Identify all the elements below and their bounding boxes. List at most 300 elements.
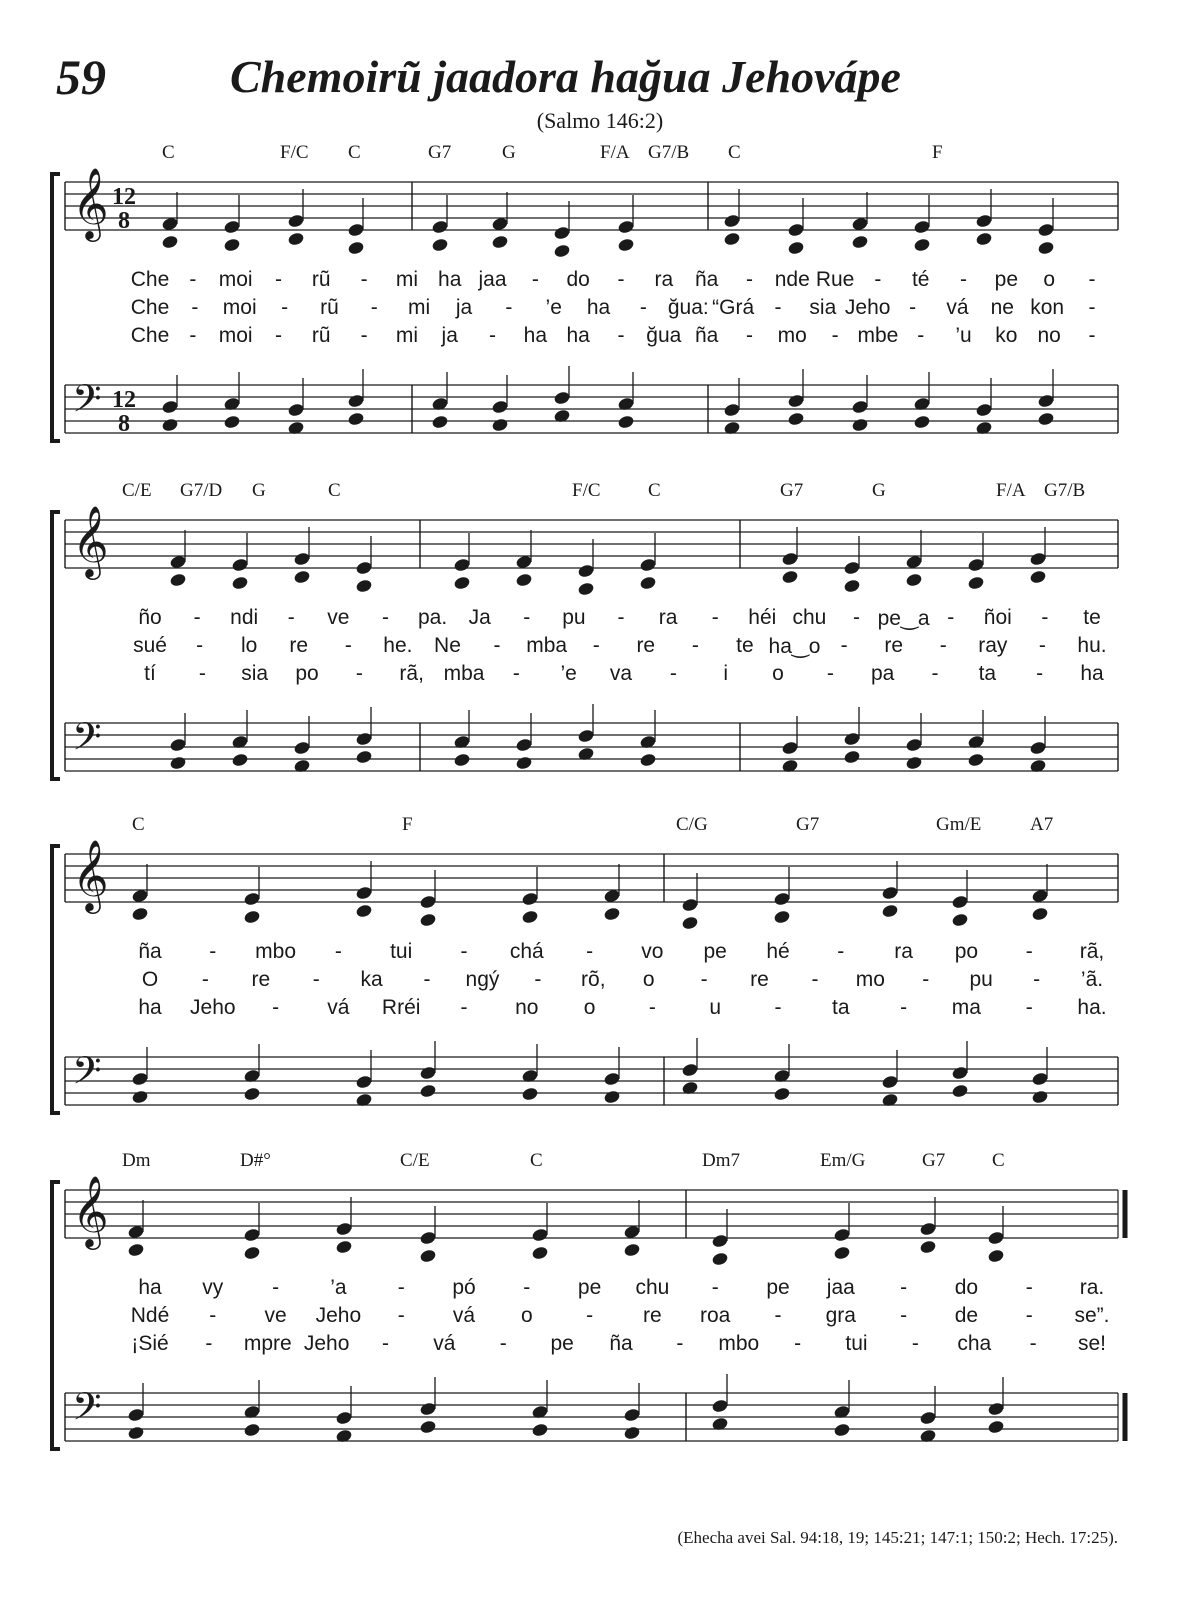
chord-symbol: F/A (600, 142, 630, 163)
lyric-verse-2 (0, 968, 1200, 996)
lyric-syllable: re (289, 634, 309, 657)
lyric-syllable: Ja (468, 606, 491, 629)
time-signature-top: 12 (112, 387, 136, 413)
lyric-syllable: ña (138, 940, 162, 963)
bass-clef-icon: 𝄢 (72, 1384, 102, 1438)
bass-note (243, 1422, 261, 1437)
lyric-syllable: ra (658, 606, 678, 629)
lyric-syllable: pe (703, 940, 727, 963)
lyric-syllable: ha‿o (768, 635, 821, 658)
melody-note (951, 912, 969, 927)
lyric-syllable: - (523, 606, 531, 629)
lyric-syllable: ja (455, 296, 473, 319)
chord-symbol: G7/B (1044, 480, 1086, 501)
lyric-syllable: ha (586, 296, 611, 319)
melody-note (1037, 222, 1055, 237)
lyric-syllable: - (794, 1332, 802, 1355)
melody-note (287, 213, 305, 228)
lyric-syllable: ndi (230, 606, 259, 629)
lyric-verse-2 (0, 634, 1200, 662)
bass-clef-icon: 𝄢 (72, 1048, 102, 1102)
bass-note (347, 393, 365, 408)
lyric-syllable: ha (523, 324, 548, 347)
lyric-syllable: o (520, 1304, 533, 1327)
lyric-syllable: ğua: (667, 296, 709, 319)
lyric-syllable: - (460, 996, 468, 1019)
lyric-syllable: - (272, 1276, 280, 1299)
time-signature-bottom: 8 (118, 411, 130, 437)
bass-note (967, 752, 985, 767)
melody-note (1029, 551, 1047, 566)
chord-symbol: G (502, 142, 516, 163)
lyric-verse-3 (0, 996, 1200, 1024)
chord-symbol: Gm/E (936, 814, 982, 835)
lyric-syllable: vá (452, 1304, 476, 1327)
lyric-syllable: Rue (815, 268, 855, 291)
lyric-syllable: pe (994, 268, 1019, 291)
melody-note (531, 1227, 549, 1242)
lyric-syllable: - (191, 296, 199, 319)
melody-note (161, 234, 179, 249)
melody-note (851, 234, 869, 249)
lyric-syllable: lo (240, 634, 258, 657)
lyric-syllable: o (583, 996, 596, 1019)
lyric-syllable: vá (433, 1332, 456, 1355)
lyric-syllable: Jeho (844, 296, 891, 319)
melody-note (975, 231, 993, 246)
melody-note (419, 1248, 437, 1263)
chord-symbol: A7 (1030, 814, 1054, 835)
melody-note (881, 885, 899, 900)
melody-note (453, 557, 471, 572)
melody-note (355, 578, 373, 593)
bass-clef-icon: 𝄢 (72, 714, 102, 768)
hymn-number: 59 (56, 49, 106, 105)
bass-note (419, 1065, 437, 1080)
lyric-syllable: - (523, 1276, 531, 1299)
lyric-syllable: re (884, 634, 904, 657)
lyric-syllable: no (1037, 324, 1061, 347)
bass-note (681, 1062, 699, 1077)
lyric-syllable: - (617, 606, 625, 629)
lyric-syllable: - (774, 996, 782, 1019)
lyric-syllable: Ne (434, 634, 461, 657)
lyric-syllable: - (1025, 940, 1033, 963)
bass-note (131, 1089, 149, 1104)
melody-note (639, 575, 657, 590)
time-signature-top: 12 (112, 184, 136, 210)
melody-note (127, 1242, 145, 1257)
melody-note (169, 572, 187, 587)
lyric-syllable: - (505, 296, 513, 319)
bass-note (787, 393, 805, 408)
bass-note (603, 1071, 621, 1086)
lyric-syllable: ’u (955, 324, 972, 347)
lyric-syllable: - (209, 1304, 217, 1327)
lyric-syllable: Ndé (130, 1304, 170, 1327)
lyric-syllable: mi (395, 268, 418, 291)
bass-note (723, 402, 741, 417)
bass-note (1029, 740, 1047, 755)
bass-note (223, 414, 241, 429)
melody-note (431, 237, 449, 252)
lyric-syllable: - (382, 606, 389, 629)
melody-note (919, 1221, 937, 1236)
bass-note (843, 749, 861, 764)
lyric-syllable: - (1088, 324, 1096, 347)
bass-note (127, 1425, 145, 1440)
lyric-syllable: ğua (646, 324, 682, 347)
melody-note (419, 1230, 437, 1245)
melody-note (711, 1233, 729, 1248)
lyric-syllable: pe (766, 1276, 790, 1299)
chord-symbol: D#° (240, 1150, 271, 1171)
chord-symbol: G (252, 480, 266, 501)
lyric-syllable: ’e (560, 662, 577, 685)
lyric-syllable: do (566, 268, 590, 291)
lyric-syllable: - (711, 606, 719, 629)
bass-note (951, 1083, 969, 1098)
lyric-syllable: vá (327, 996, 350, 1019)
lyric-verse-3 (0, 662, 1200, 690)
chord-symbol: F (402, 814, 413, 835)
lyric-syllable: o (772, 662, 784, 685)
lyric-syllable: - (1036, 662, 1044, 685)
bass-note (161, 399, 179, 414)
lyric-syllable: - (344, 634, 352, 657)
melody-note (521, 891, 539, 906)
melody-note (243, 1227, 261, 1242)
melody-note (1029, 569, 1047, 584)
lyric-syllable: - (1088, 296, 1096, 319)
music-system (0, 1148, 1200, 1468)
lyric-syllable: vá (946, 296, 969, 319)
lyric-syllable: pa. (417, 606, 448, 629)
lyric-syllable: o (642, 968, 655, 991)
lyric-syllable: O (141, 968, 159, 991)
lyric-syllable: o (1043, 268, 1056, 291)
lyric-syllable: mba (526, 634, 568, 657)
lyric-syllable: u (709, 996, 722, 1019)
lyric-syllable: mi (395, 324, 418, 347)
footer-references: (Ehecha avei Sal. 94:18, 19; 145:21; 147:1; 150:2; Hech. 17:25). (677, 1528, 1118, 1547)
lyric-syllable: ’a (330, 1276, 347, 1299)
lyric-syllable: - (281, 296, 289, 319)
lyric-syllable: - (287, 606, 295, 629)
melody-note (521, 909, 539, 924)
lyric-syllable: - (811, 968, 819, 991)
bass-note (905, 737, 923, 752)
bass-note (951, 1065, 969, 1080)
lyric-syllable: moi (222, 296, 257, 319)
lyric-syllable: ’e (545, 296, 562, 319)
melody-note (711, 1251, 729, 1266)
bass-note (1037, 411, 1055, 426)
bass-note (161, 417, 179, 432)
melody-note (131, 906, 149, 921)
melody-note (617, 237, 635, 252)
lyric-syllable: - (360, 268, 368, 291)
melody-note (347, 222, 365, 237)
lyric-syllable: - (691, 634, 699, 657)
lyric-syllable: - (917, 324, 925, 347)
melody-note (287, 231, 305, 246)
lyric-syllable: mbo (255, 940, 297, 963)
time-signature-bottom: 8 (118, 208, 130, 234)
lyric-syllable: Che (130, 268, 170, 291)
lyric-syllable: - (189, 324, 197, 347)
melody-note (531, 1245, 549, 1260)
lyric-syllable: - (711, 1276, 719, 1299)
lyric-syllable: - (198, 662, 206, 685)
melody-note (833, 1245, 851, 1260)
bass-note (987, 1419, 1005, 1434)
bass-note (169, 755, 187, 770)
lyric-syllable: - (1038, 634, 1046, 657)
melody-note (223, 219, 241, 234)
bass-note (243, 1086, 261, 1101)
melody-note (913, 237, 931, 252)
lyric-syllable: - (370, 296, 378, 319)
melody-note (335, 1239, 353, 1254)
melody-note (833, 1227, 851, 1242)
lyric-syllable: - (745, 268, 753, 291)
lyric-syllable: te (736, 634, 754, 657)
lyric-syllable: - (196, 634, 204, 657)
melody-note (453, 575, 471, 590)
lyric-syllable: - (1041, 606, 1049, 629)
lyric-syllable: roa (700, 1304, 731, 1327)
lyric-syllable: ha. (1077, 996, 1107, 1019)
bass-note (287, 402, 305, 417)
lyric-syllable: de (954, 1304, 979, 1327)
bass-note (355, 1074, 373, 1089)
lyric-syllable: moi (218, 268, 253, 291)
treble-clef-icon: 𝄞 (72, 166, 109, 239)
lyric-syllable: hé (766, 940, 790, 963)
melody-note (355, 885, 373, 900)
chord-symbol: G (872, 480, 886, 501)
melody-note (335, 1221, 353, 1236)
lyric-syllable: ha (566, 324, 590, 347)
melody-note (243, 909, 261, 924)
lyric-syllable: - (874, 268, 882, 291)
chord-symbol: C (728, 142, 741, 163)
chord-symbol: C (162, 142, 175, 163)
chord-symbol: C/G (676, 814, 708, 835)
lyric-syllable: rã, (1079, 940, 1105, 963)
melody-note (577, 581, 595, 596)
lyric-syllable: mi (408, 296, 431, 319)
lyric-syllable: - (460, 940, 468, 963)
lyric-syllable: mpre (243, 1332, 292, 1355)
lyric-syllable: - (947, 606, 955, 629)
lyric-syllable: ra. (1079, 1276, 1105, 1299)
lyric-syllable: - (840, 634, 848, 657)
lyric-syllable: sia (809, 296, 837, 319)
melody-note (951, 894, 969, 909)
lyric-syllable: Jeho (190, 996, 236, 1019)
chord-symbol: G7 (922, 1150, 946, 1171)
lyric-syllable: cha (957, 1332, 992, 1355)
lyric-syllable: ña (694, 324, 719, 347)
lyric-syllable: - (837, 940, 845, 963)
lyric-syllable: - (586, 940, 594, 963)
bass-note (781, 740, 799, 755)
lyric-syllable: jaa (478, 268, 507, 291)
melody-note (773, 909, 791, 924)
bass-clef-icon: 𝄢 (72, 376, 102, 430)
melody-note (419, 894, 437, 909)
lyric-syllable: pe‿a (877, 607, 930, 630)
lyric-verse-2 (0, 296, 1200, 324)
bass-note (419, 1419, 437, 1434)
lyric-syllable: - (397, 1304, 405, 1327)
lyric-syllable: ¡Sié (131, 1332, 169, 1355)
lyric-syllable: - (774, 1304, 782, 1327)
melody-note (491, 234, 509, 249)
lyric-syllable: - (900, 996, 908, 1019)
lyric-syllable: ra (894, 940, 913, 963)
treble-clef-icon: 𝄞 (72, 838, 109, 911)
lyric-syllable: - (853, 606, 860, 629)
bass-note (833, 1422, 851, 1437)
lyric-syllable: tí (144, 662, 156, 685)
lyric-syllable: - (493, 634, 501, 657)
music-system (0, 478, 1200, 798)
melody-note (223, 237, 241, 252)
melody-note (881, 903, 899, 918)
bass-note (335, 1410, 353, 1425)
lyric-syllable: rũ (311, 268, 331, 291)
lyric-verse-1 (0, 268, 1200, 296)
lyric-syllable: ra (654, 268, 674, 291)
chord-symbol: F/A (996, 480, 1026, 501)
lyric-syllable: - (1025, 1304, 1033, 1327)
chord-symbol: Dm (122, 1150, 151, 1171)
lyric-syllable: Jeho (303, 1332, 350, 1355)
bass-note (773, 1086, 791, 1101)
lyric-syllable: - (382, 1332, 389, 1355)
lyric-verse-1 (0, 940, 1200, 968)
chord-symbol: C (530, 1150, 543, 1171)
chord-symbol: F (932, 142, 943, 163)
lyric-verse-3 (0, 324, 1200, 352)
lyric-syllable: sia (241, 662, 269, 685)
lyric-syllable: ña (694, 268, 719, 291)
chord-symbol: F/C (572, 480, 601, 501)
lyric-syllable: re (643, 1304, 662, 1327)
melody-note (987, 1248, 1005, 1263)
bass-note (515, 737, 533, 752)
melody-note (577, 563, 595, 578)
bass-note (711, 1398, 729, 1413)
lyric-syllable: i (723, 662, 728, 685)
melody-note (243, 1245, 261, 1260)
lyric-syllable: ha (1080, 662, 1104, 685)
bass-note (355, 731, 373, 746)
chord-symbol: G7/D (180, 480, 223, 501)
melody-note (243, 891, 261, 906)
melody-note (231, 557, 249, 572)
lyric-syllable: se! (1077, 1332, 1107, 1355)
bass-note (491, 399, 509, 414)
lyric-syllable: ko (995, 324, 1018, 347)
chord-symbol: C (328, 480, 341, 501)
lyric-syllable: - (617, 268, 625, 291)
lyric-syllable: Che (130, 324, 170, 347)
lyric-syllable: Che (130, 296, 170, 319)
lyric-syllable: nde (774, 268, 810, 291)
lyric-syllable: rõ, (581, 968, 606, 991)
bass-note (905, 755, 923, 770)
lyric-syllable: ka (360, 968, 383, 991)
lyric-syllable: ma (951, 996, 981, 1019)
chord-symbol: C (648, 480, 661, 501)
lyric-syllable: - (1025, 996, 1033, 1019)
lyric-syllable: mbe (857, 324, 899, 347)
lyric-syllable: ha (438, 268, 462, 291)
bass-note (355, 749, 373, 764)
bass-note (1031, 1071, 1049, 1086)
lyric-syllable: kon (1030, 296, 1065, 319)
music-system (0, 140, 1200, 460)
lyric-syllable: - (334, 940, 342, 963)
bass-note (577, 728, 595, 743)
lyric-syllable: - (745, 324, 753, 347)
chord-symbol: G7 (780, 480, 804, 501)
lyric-syllable: - (774, 296, 782, 319)
chord-symbol: G7/B (648, 142, 690, 163)
melody-note (723, 231, 741, 246)
melody-note (355, 903, 373, 918)
lyric-syllable: - (648, 996, 656, 1019)
chord-symbol: C/E (122, 480, 152, 501)
melody-note (347, 240, 365, 255)
bass-note (919, 1410, 937, 1425)
lyric-verse-2 (0, 1304, 1200, 1332)
lyric-syllable: re (750, 968, 769, 991)
melody-note (843, 578, 861, 593)
melody-note (843, 560, 861, 575)
lyric-syllable: ñoi (983, 606, 1012, 629)
lyric-syllable: - (900, 1276, 908, 1299)
lyric-syllable: héi (748, 606, 777, 629)
melody-note (355, 560, 373, 575)
lyric-syllable: jaa (826, 1276, 855, 1299)
melody-note (231, 575, 249, 590)
lyric-syllable: - (272, 996, 280, 1019)
lyric-syllable: chá (509, 940, 544, 963)
lyric-syllable: - (586, 1304, 594, 1327)
melody-note (419, 912, 437, 927)
lyric-syllable: - (531, 268, 539, 291)
lyric-syllable: - (512, 662, 520, 685)
bass-note (293, 740, 311, 755)
melody-note (967, 575, 985, 590)
lyric-syllable: tui (390, 940, 413, 963)
bass-note (453, 752, 471, 767)
lyric-syllable: - (423, 968, 431, 991)
melody-note (1031, 906, 1049, 921)
treble-clef-icon: 𝄞 (72, 504, 109, 577)
bass-note (843, 731, 861, 746)
scripture-reference: (Salmo 146:2) (536, 108, 664, 133)
lyric-verse-3 (0, 1332, 1200, 1360)
lyric-syllable: ha (138, 996, 162, 1019)
lyric-syllable: vy (202, 1276, 224, 1299)
lyric-syllable: chu (635, 1276, 670, 1299)
